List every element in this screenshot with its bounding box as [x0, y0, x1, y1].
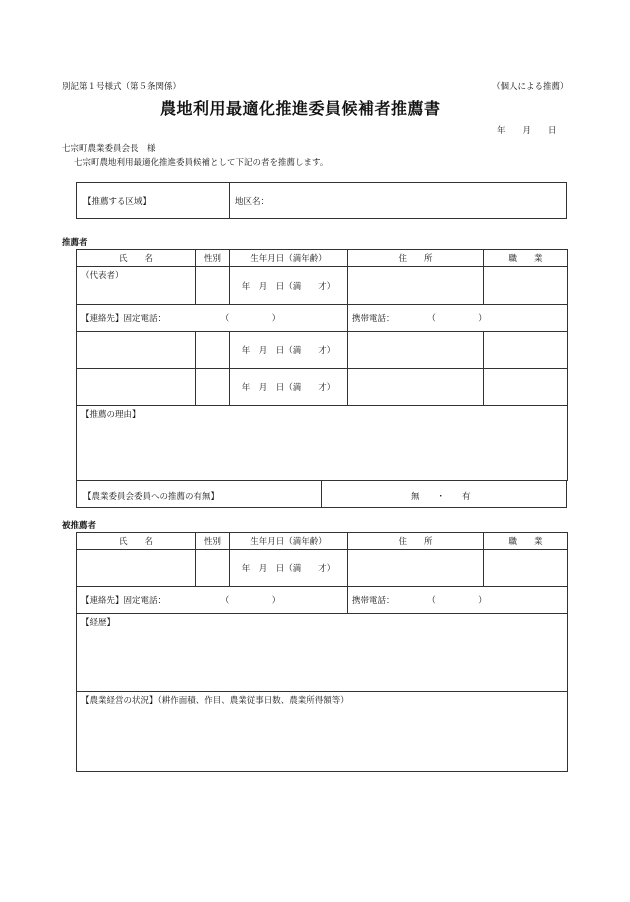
occupation-cell-2[interactable] [484, 332, 568, 369]
col-address: 住 所 [348, 533, 484, 550]
nominee-occupation-cell[interactable] [484, 550, 568, 587]
form-type: （個人による推薦） [492, 82, 569, 92]
career-label: 【経歴】 [81, 618, 116, 628]
contact-label: 【連絡先】固定電話： [81, 596, 167, 606]
reason-label: 【推薦の理由】 [81, 410, 141, 420]
col-address: 住 所 [348, 250, 484, 267]
address-cell-2[interactable] [348, 332, 484, 369]
birth-cell[interactable]: 年 月 日（満 才） [230, 267, 348, 305]
area-label: 【推薦する区域】 [83, 197, 152, 207]
nominee-birth-cell[interactable]: 年 月 日（満 才） [230, 550, 348, 587]
rep-label: （代表者） [81, 271, 124, 281]
col-name: 氏 名 [77, 250, 196, 267]
name-cell-3[interactable] [77, 369, 196, 406]
occupation-cell-3[interactable] [484, 369, 568, 406]
col-sex: 性別 [196, 533, 230, 550]
col-occupation: 職 業 [484, 533, 568, 550]
birth-cell-3[interactable]: 年 月 日（満 才） [230, 369, 348, 406]
area-box [76, 182, 567, 219]
committee-label: 【農業委員会委員への推薦の有無】 [83, 492, 220, 502]
sex-cell-2[interactable] [196, 332, 230, 369]
recommendee-heading: 被推薦者 [62, 521, 97, 531]
col-occupation: 職 業 [484, 250, 568, 267]
contact-cell[interactable] [77, 305, 348, 332]
address-cell[interactable] [348, 267, 484, 305]
reason-cell[interactable] [77, 406, 568, 481]
nominee-contact-cell[interactable] [77, 587, 348, 614]
phone-paren: （ ） [220, 596, 281, 606]
page-title: 農地利用最適化推進委員候補者推薦書 [160, 99, 441, 118]
mobile-paren: （ ） [427, 596, 487, 606]
farm-status-label: 【農業経営の状況】（耕作面積、作目、農業従事日数、農業所得額等） [81, 696, 349, 706]
committee-choice[interactable]: 無 ・ 有 [411, 492, 471, 502]
nominee-sex-cell[interactable] [196, 550, 230, 587]
nominee-address-cell[interactable] [348, 550, 484, 587]
mobile-paren: （ ） [427, 314, 487, 324]
birth-cell-2[interactable]: 年 月 日（満 才） [230, 332, 348, 369]
col-sex: 性別 [196, 250, 230, 267]
address-cell-3[interactable] [348, 369, 484, 406]
addressee: 七宗町農業委員会長 様 [62, 144, 156, 154]
name-cell-2[interactable] [77, 332, 196, 369]
area-name-field[interactable]: 地区名： [235, 197, 270, 207]
form-number: 別記第１号様式（第５条関係） [62, 82, 182, 92]
col-birth: 生年月日（満年齢） [230, 250, 348, 267]
farm-status-cell[interactable] [77, 692, 568, 772]
recommender-table [76, 249, 568, 481]
sex-cell[interactable] [196, 267, 230, 305]
nominee-mobile-cell[interactable] [348, 587, 568, 614]
recommender-heading: 推薦者 [62, 238, 88, 248]
mobile-label: 携帯電話： [352, 314, 395, 324]
mobile-cell[interactable] [348, 305, 568, 332]
sex-cell-3[interactable] [196, 369, 230, 406]
phone-paren: （ ） [220, 314, 281, 324]
committee-box [76, 480, 567, 508]
col-name: 氏 名 [77, 533, 196, 550]
rep-name-cell[interactable] [77, 267, 196, 305]
recommendee-table [76, 532, 568, 772]
mobile-label: 携帯電話： [352, 596, 395, 606]
intro-text: 七宗町農地利用最適化推進委員候補として下記の者を推薦します。 [74, 158, 329, 168]
date-field[interactable]: 年 月 日 [497, 126, 557, 136]
contact-label: 【連絡先】固定電話： [81, 314, 167, 324]
career-cell[interactable] [77, 614, 568, 692]
col-birth: 生年月日（満年齢） [230, 533, 348, 550]
nominee-name-cell[interactable] [77, 550, 196, 587]
occupation-cell[interactable] [484, 267, 568, 305]
